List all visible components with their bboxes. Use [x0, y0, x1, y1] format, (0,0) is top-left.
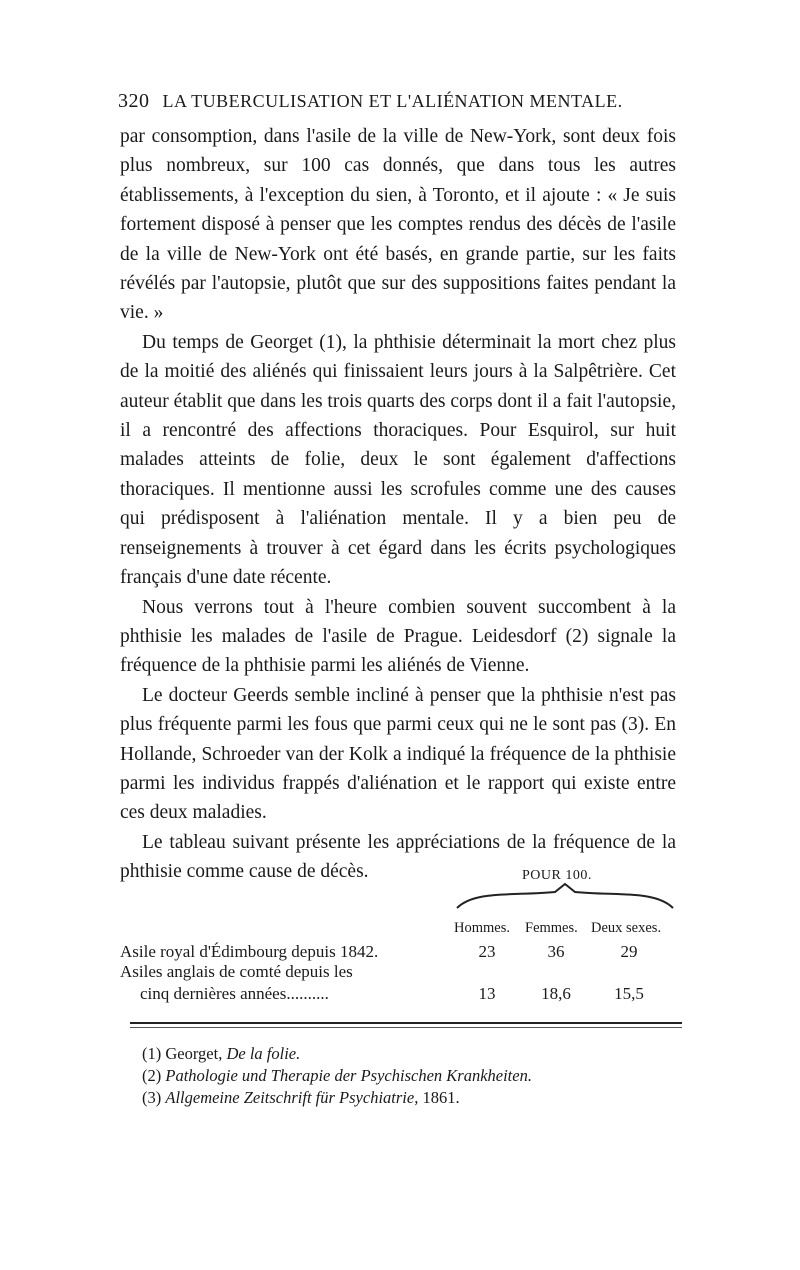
table-group-header: POUR 100. [522, 868, 592, 883]
brace-icon [455, 882, 675, 910]
cell-value: 18,6 [541, 984, 571, 1003]
cell-value: 36 [547, 942, 565, 961]
footnote-year: 1861. [422, 1088, 460, 1107]
running-title: LA TUBERCULISATION ET L'ALIÉNATION MENTALE. [162, 91, 623, 111]
paragraph: Du temps de Georget (1), la phthisie déterminait la mort chez plus de la moitié des aliénés qui finissaient leurs jours à la Salpêtrière. Cet auteur établit que dans les trois quarts des corps dont il a fait l'autopsie, il a rencontré des affections thoraciques. Pour Esquirol, sur huit malades atteints de folie, deux le sont également d'affections thoraciques. Il mentionne aussi les scrofules comme une des causes qui prédisposent à l'aliénation mentale. Il y a bien peu de renseignements à trouver à cet égard dans les écrits psychologiques français d'une date récente. [120, 331, 676, 589]
footnote-title: De la folie. [226, 1044, 301, 1063]
footnote-marker: (1) [142, 1044, 162, 1063]
footnote [142, 1065, 682, 1087]
footnote [142, 1087, 682, 1109]
footnote-marker: (3) [142, 1088, 162, 1107]
column-header-hommes: Hommes. [454, 920, 510, 936]
column-header-femmes: Femmes. [525, 920, 578, 936]
running-header [118, 90, 678, 113]
footnote-title: Allgemeine Zeitschrift für Psychiatrie, [165, 1088, 419, 1107]
column-header-deux-sexes: Deux sexes. [591, 920, 662, 936]
paragraph: Nous verrons tout à l'heure combien souvent succombent à la phthisie les malades de l'asile de Prague. Leidesdorf (2) signale la fréquence de la phthisie parmi les aliénés de Vienne. [120, 596, 676, 677]
cell-value: 15,5 [614, 984, 644, 1003]
page-number: 320 [118, 90, 150, 112]
cell-value: 13 [478, 984, 496, 1003]
cell-value: 29 [620, 942, 638, 961]
footnote-divider [130, 1022, 682, 1024]
cell-value: 23 [478, 942, 496, 961]
paragraph: par consomption, dans l'asile de la ville de New-York, sont deux fois plus nombreux, sur 100 cas donnés, que dans tous les autres établissements, à l'exception du sien, à Toronto, et il ajoute : « Je suis fortement disposé à penser que les comptes rendus des décès de l'asile de la ville de New-York ont été basés, en grande partie, sur les faits révélés par l'autopsie, plutôt que sur des suppositions faites pendant la vie. » [120, 126, 676, 324]
footnote-title: Pathologie und Therapie der Psychischen Krankheiten. [165, 1066, 532, 1085]
footnote-divider [130, 1027, 682, 1028]
footnote-marker: (2) [142, 1066, 162, 1085]
paragraph: Le tableau suivant présente les appréciations de la fréquence de la phthisie comme cause de décès. [120, 831, 676, 883]
footnote [142, 1043, 682, 1065]
paragraph: Le docteur Geerds semble incliné à penser que la phthisie n'est pas plus fréquente parmi les fous que parmi ceux qui ne le sont pas (3). En Hollande, Schroeder van der Kolk a indiqué la fréquence de la phthisie parmi les individus frappés d'aliénation et le rapport qui existe entre ces deux maladies. [120, 684, 676, 824]
row-label: cinq dernières années.......... [140, 984, 329, 1003]
row-label: Asiles anglais de comté depuis les [120, 962, 353, 981]
row-label: Asile royal d'Édimbourg depuis 1842. [120, 942, 379, 961]
footnotes [142, 1043, 682, 1109]
footnote-text: Georget, [165, 1044, 223, 1063]
body-text [120, 122, 676, 887]
